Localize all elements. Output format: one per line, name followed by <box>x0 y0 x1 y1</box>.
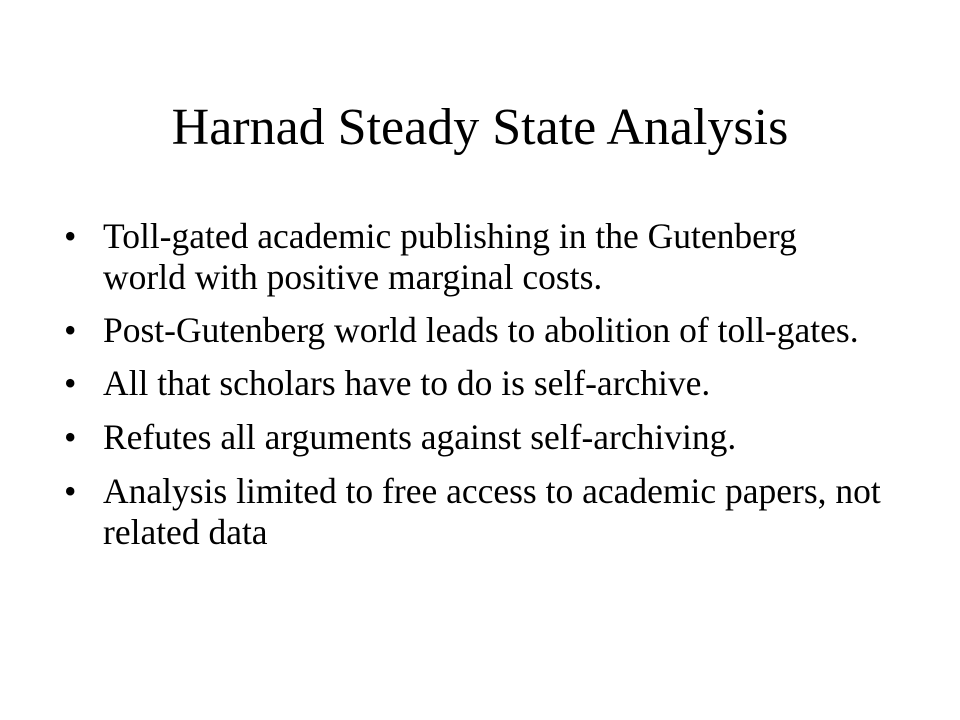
bullet-icon: • <box>64 216 77 256</box>
bullet-icon: • <box>64 363 77 403</box>
bullet-item <box>64 310 884 351</box>
bullet-text: Analysis limited to free access to academic papers, not related data <box>103 471 881 552</box>
bullet-item <box>64 471 884 553</box>
slide-title: Harnad Steady State Analysis <box>171 99 789 156</box>
bullet-text: Refutes all arguments against self-archiving. <box>103 417 737 457</box>
bullet-icon: • <box>64 417 77 457</box>
bullet-text: Post-Gutenberg world leads to abolition of toll-gates. <box>103 310 859 350</box>
bullet-item <box>64 216 884 298</box>
bullet-item <box>64 417 884 458</box>
bullet-icon: • <box>64 310 77 350</box>
bullet-text: All that scholars have to do is self-archive. <box>103 363 711 403</box>
bullet-item <box>64 363 884 404</box>
bullet-icon: • <box>64 471 77 511</box>
bullet-list <box>64 216 884 566</box>
bullet-text: Toll-gated academic publishing in the Gutenberg world with positive marginal costs. <box>103 216 797 297</box>
